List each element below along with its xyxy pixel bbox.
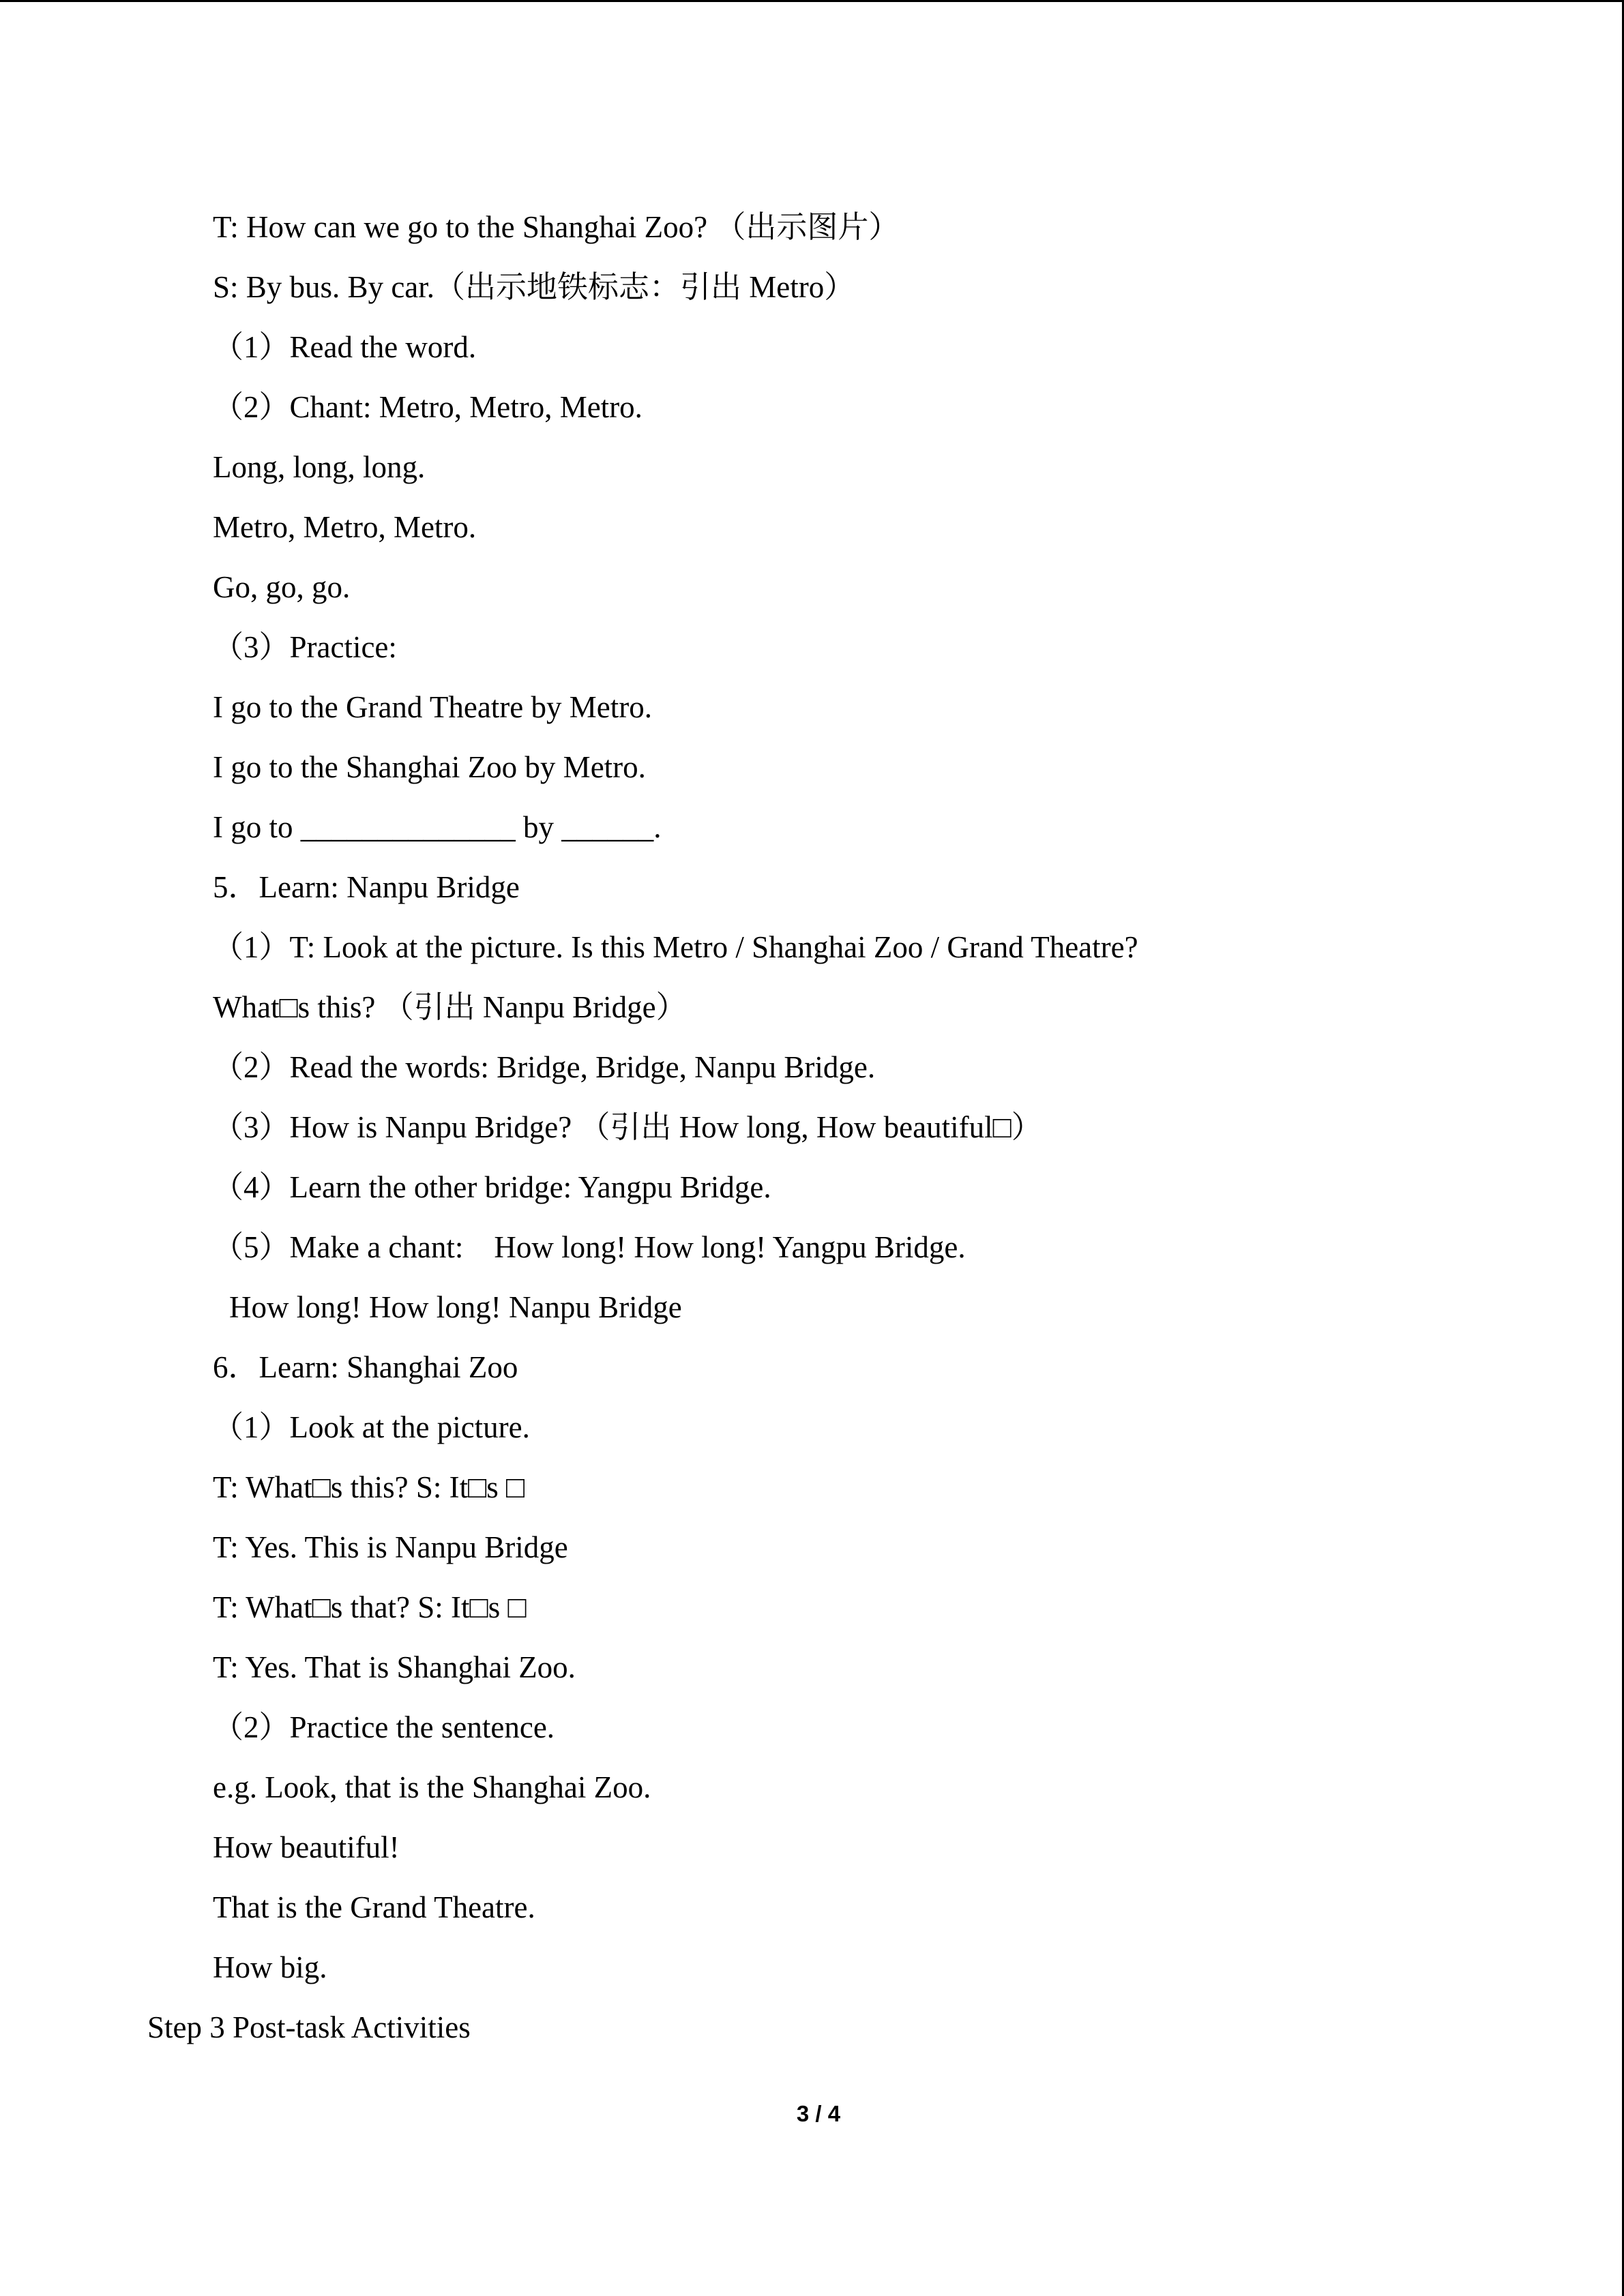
text-line: （5）Make a chant: How long! How long! Yangpu Bridge.	[213, 1230, 966, 1264]
text-line: How beautiful!	[213, 1830, 400, 1864]
text-line: How long! How long! Nanpu Bridge	[229, 1290, 682, 1324]
text-line: Metro, Metro, Metro.	[213, 510, 477, 544]
text-line: T: What□s that? S: It□s □	[213, 1590, 527, 1624]
text-line: T: Yes. That is Shanghai Zoo.	[213, 1650, 576, 1684]
text-line: （1）T: Look at the picture. Is this Metro / Shanghai Zoo / Grand Theatre?	[213, 930, 1138, 964]
text-line: I go to the Grand Theatre by Metro.	[213, 690, 652, 724]
text-line: （2）Chant: Metro, Metro, Metro.	[213, 390, 643, 424]
text-line: T: Yes. This is Nanpu Bridge	[213, 1530, 568, 1564]
text-line: Go, go, go.	[213, 570, 351, 604]
text-line: I go to the Shanghai Zoo by Metro.	[213, 750, 646, 784]
text-line: （2）Practice the sentence.	[213, 1710, 555, 1744]
text-line: S: By bus. By car.（出示地铁标志：引出 Metro）	[213, 270, 855, 304]
text-line: How big.	[213, 1950, 327, 1984]
text-line: （3）Practice:	[213, 630, 397, 664]
text-line: （1）Look at the picture.	[213, 1410, 530, 1444]
text-line: That is the Grand Theatre.	[213, 1890, 535, 1924]
text-line: （1）Read the word.	[213, 330, 477, 364]
section-heading: 5．Learn: Nanpu Bridge	[213, 870, 520, 904]
top-border	[0, 0, 1624, 2]
section-heading: 6．Learn: Shanghai Zoo	[213, 1350, 518, 1384]
text-line: （4）Learn the other bridge: Yangpu Bridge.	[213, 1170, 771, 1204]
text-line: What□s this? （引出 Nanpu Bridge）	[213, 990, 687, 1024]
text-line: （2）Read the words: Bridge, Bridge, Nanpu Bridge.	[213, 1050, 876, 1084]
text-line: T: How can we go to the Shanghai Zoo? （出示图片）	[213, 210, 900, 244]
text-line: e.g. Look, that is the Shanghai Zoo.	[213, 1770, 651, 1804]
step-heading: Step 3 Post-task Activities	[147, 2010, 471, 2044]
text-line: Long, long, long.	[213, 450, 426, 484]
text-line: （3）How is Nanpu Bridge? （引出 How long, How beautiful□）	[213, 1110, 1042, 1144]
page-number: 3 / 4	[796, 2101, 841, 2126]
text-line: I go to ______________ by ______.	[213, 810, 662, 844]
text-line: T: What□s this? S: It□s □	[213, 1470, 525, 1504]
